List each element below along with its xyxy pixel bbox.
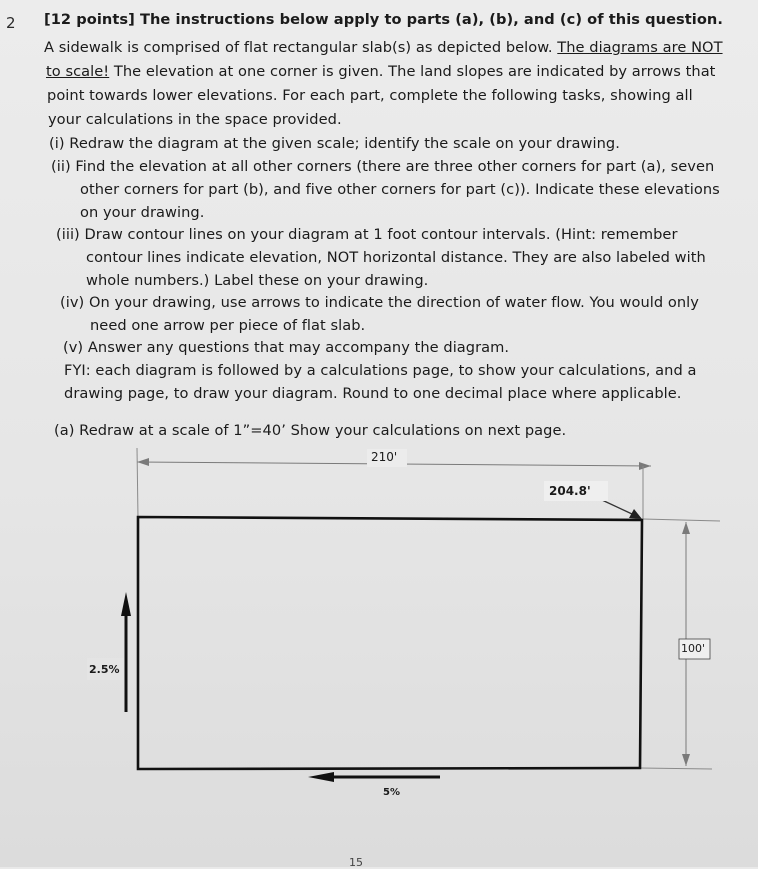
task-v: (v) Answer any questions that may accompany the diagram. <box>63 339 510 356</box>
not-to-scale-note-end: to scale! <box>46 63 110 80</box>
task-ii-line-3: on your drawing. <box>80 204 205 221</box>
extension-line-bottom <box>640 768 712 769</box>
extension-line-left <box>137 448 138 518</box>
task-iv-line-2: need one arrow per piece of flat slab. <box>90 317 366 334</box>
fyi-line-2: drawing page, to draw your diagram. Round to one decimal place where applicable. <box>64 385 682 402</box>
slope-arrow-bottom-head <box>308 772 334 782</box>
height-label: 100' <box>681 642 706 655</box>
points-label: [12 points] <box>44 11 135 28</box>
task-ii-line-2: other corners for part (b), and five other corners for part (c)). Indicate these elevations <box>80 181 720 198</box>
page-number: 15 <box>349 856 363 869</box>
height-arrowhead-bottom <box>682 754 690 766</box>
header-text: The instructions below apply to parts (a), (b), and (c) of this question. <box>134 11 723 28</box>
slab-rectangle <box>138 517 642 769</box>
elevation-leader-line <box>602 500 632 514</box>
intro-text: A sidewalk is comprised of flat rectangular slab(s) as depicted below. <box>44 39 558 56</box>
height-arrowhead-top <box>682 522 690 534</box>
intro-line-4: your calculations in the space provided. <box>48 111 342 128</box>
task-iii-line-1: (iii) Draw contour lines on your diagram at 1 foot contour intervals. (Hint: remember <box>56 226 678 243</box>
task-iii-line-2: contour lines indicate elevation, NOT horizontal distance. They are also labeled with <box>86 249 706 266</box>
part-a-instruction: (a) Redraw at a scale of 1”=40’ Show your calculations on next page. <box>54 422 567 439</box>
question-number: 2 <box>6 14 16 32</box>
task-i: (i) Redraw the diagram at the given scale; identify the scale on your drawing. <box>49 135 620 152</box>
width-arrowhead-right <box>639 462 651 470</box>
task-iii-line-3: whole numbers.) Label these on your drawing. <box>86 272 429 289</box>
intro-text: The elevation at one corner is given. The land slopes are indicated by arrows that <box>109 63 716 80</box>
task-ii-line-1: (ii) Find the elevation at all other corners (there are three other corners for part (a), seven <box>51 158 715 175</box>
task-iv-line-1: (iv) On your drawing, use arrows to indicate the direction of water flow. You would only <box>60 294 699 311</box>
elevation-label: 204.8' <box>549 484 591 498</box>
not-to-scale-note: The diagrams are NOT <box>557 39 723 56</box>
slope-bottom-label: 5% <box>383 787 400 798</box>
width-arrowhead-left <box>137 458 149 466</box>
slope-arrow-left-head <box>121 592 131 616</box>
intro-line-3: point towards lower elevations. For each part, complete the following tasks, showing all <box>47 87 693 104</box>
fyi-line-1: FYI: each diagram is followed by a calculations page, to show your calculations, and a <box>64 362 697 379</box>
width-label: 210' <box>371 450 398 464</box>
slope-left-label: 2.5% <box>89 663 120 676</box>
extension-line-top <box>643 519 720 521</box>
